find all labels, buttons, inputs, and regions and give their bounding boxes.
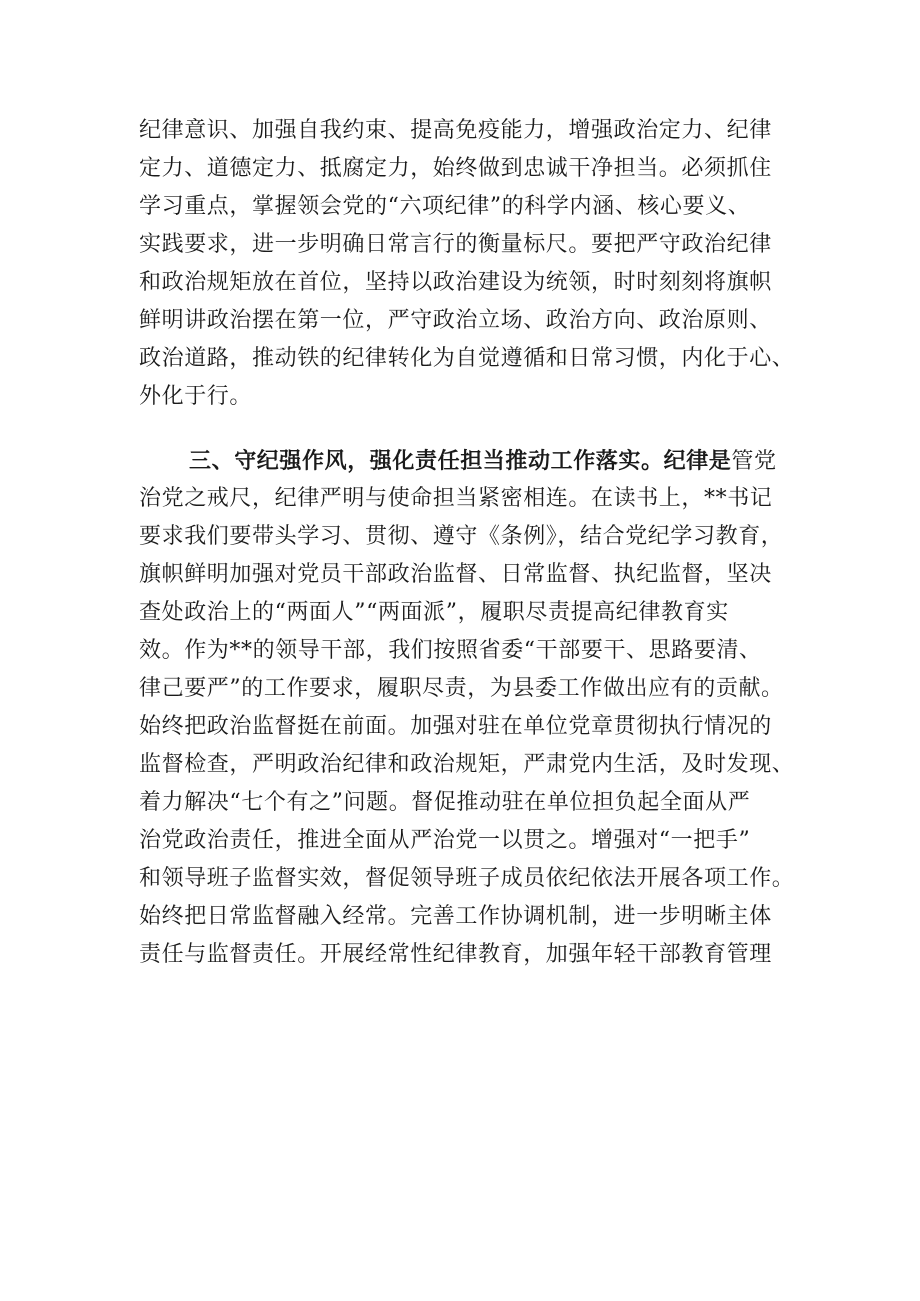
text-line: 始终把日常监督融入经常。完善工作协调机制，进一步明晰主体 <box>139 904 772 929</box>
text-line: 效。作为**的领导干部，我们按照省委“干部要干、思路要清、 <box>139 638 762 663</box>
heading-line-continuation: 管党 <box>731 449 777 474</box>
text-line: 定力、道德定力、抵腐定力，始终做到忠诚干净担当。必须抓住 <box>139 156 772 181</box>
text-line: 外化于行。 <box>139 384 253 409</box>
paragraph-1 <box>139 112 795 416</box>
text-line: 旗帜鲜明加强对党员干部政治监督、日常监督、执纪监督，坚决 <box>139 562 772 587</box>
text-line: 责任与监督责任。开展经常性纪律教育，加强年轻干部教育管理 <box>139 942 772 967</box>
text-line: 始终把政治监督挺在前面。加强对驻在单位党章贯彻执行情况的 <box>139 714 772 739</box>
text-line: 监督检查，严明政治纪律和政治规矩，严肃党内生活，及时发现、 <box>139 752 795 777</box>
text-line: 要求我们要带头学习、贯彻、遵守《条例》，结合党纪学习教育， <box>139 524 784 549</box>
text-line: 查处政治上的“两面人”“两面派”，履职尽责提高纪律教育实 <box>139 600 729 625</box>
text-line: 着力解决“七个有之”问题。督促推动驻在单位担负起全面从严 <box>139 790 751 815</box>
text-line: 和领导班子监督实效，督促领导班子成员依纪依法开展各项工作。 <box>139 866 795 891</box>
document-body <box>139 112 795 974</box>
text-line: 律己要严”的工作要求，履职尽责，为县委工作做出应有的贡献。 <box>139 676 784 701</box>
text-line: 政治道路，推动铁的纪律转化为自觉遵循和日常习惯，内化于心、 <box>139 346 795 371</box>
text-line: 治党政治责任，推进全面从严治党一以贯之。增强对“一把手” <box>139 828 751 853</box>
paragraph-2 <box>139 442 795 974</box>
text-line: 和政治规矩放在首位，坚持以政治建设为统领，时时刻刻将旗帜 <box>139 270 772 295</box>
text-line: 学习重点，掌握领会党的“六项纪律”的科学内涵、核心要义、 <box>139 194 751 219</box>
section-heading: 三、守纪强作风，强化责任担当推动工作落实。纪律是 <box>189 448 732 474</box>
text-line: 鲜明讲政治摆在第一位，严守政治立场、政治方向、政治原则、 <box>139 308 772 333</box>
text-line: 纪律意识、加强自我约束、提高免疫能力，增强政治定力、纪律 <box>139 118 772 143</box>
paragraph-spacing <box>139 416 789 442</box>
text-line: 实践要求，进一步明确日常言行的衡量标尺。要把严守政治纪律 <box>139 232 772 257</box>
text-line: 治党之戒尺，纪律严明与使命担当紧密相连。在读书上，**书记 <box>139 486 773 511</box>
section-heading-line <box>139 442 789 480</box>
